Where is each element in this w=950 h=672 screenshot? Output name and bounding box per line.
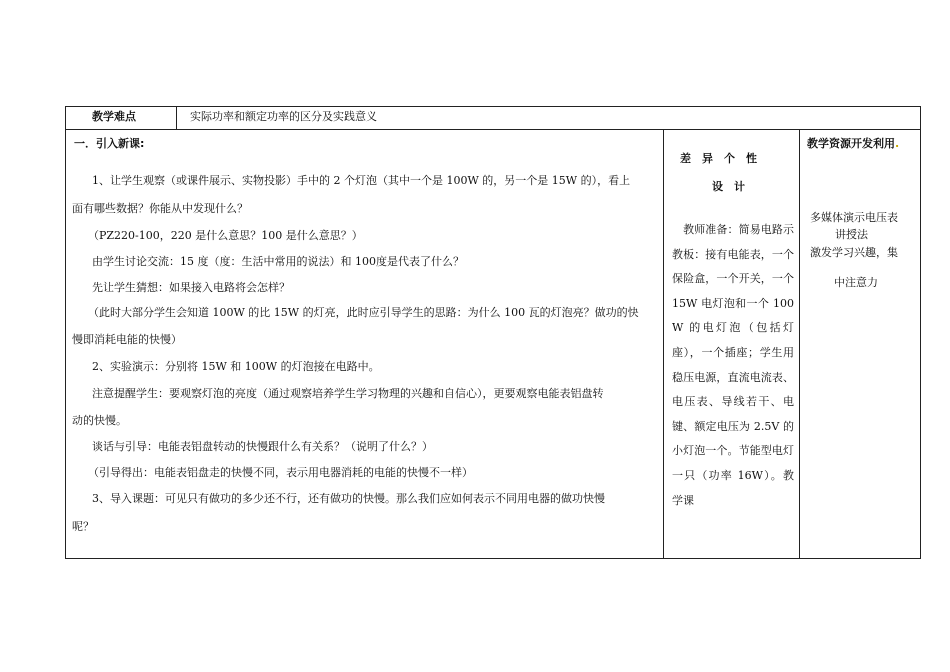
lesson-paragraph-1-line-2: 面有哪些数据？你能从中发现什么？ [72,202,248,215]
resource-line-4: 中注意力 [834,276,878,289]
difficulty-label: 教学难点 [92,110,136,123]
lesson-paragraph-3: 由学生讨论交流：15 度（度：生活中常用的说法）和 100度是代表了什么？ [92,255,464,268]
header-label-divider [176,106,177,130]
lesson-paragraph-8: 谈话与引导：电能表铝盘转动的快慢跟什么有关系？（说明了什么？） [92,440,433,453]
section-title: 一．引入新课: [74,137,145,150]
design-heading-line-2: 设 计 [712,180,745,193]
resource-line-2: 讲授法 [835,228,868,241]
design-notes: 教师准备：简易电路示教板：接有电能表，一个保险盒，一个开关，一个 15W 电灯泡和一个 100W 的电灯泡（包括灯座），一个插座；学生用稳压电源，直流电流表、电压表、导线若干、电键、额定电压为 2.5V 的小灯泡一个。节能型电灯一只（功率 16W）。教学课 [672,223,794,507]
lesson-paragraph-5-line-1: （此时大部分学生会知道 100W 的比 15W 的灯亮，此时应引导学生的思路：为什么 100 瓦的灯泡亮？做功的快 [88,306,639,319]
table-left-border [65,106,66,559]
design-column-left-border [663,129,664,559]
lesson-paragraph-1-line-1: 1、让学生观察（或课件展示、实物投影）手中的 2 个灯泡（其中一个是 100W 的，另一个是 15W 的），看上 [92,174,631,187]
lesson-paragraph-10-line-1: 3、导入课题：可见只有做功的多少还不行，还有做功的快慢。那么我们应如何表示不同用电器的做功快慢 [92,492,605,505]
lesson-paragraph-7-line-1: 注意提醒学生：要观察灯泡的亮度（通过观察培养学生学习物理的兴趣和自信心），更要观察电能表铝盘转 [92,387,604,400]
resource-line-1: 多媒体演示电压表 [810,211,898,224]
table-right-border [920,106,921,559]
table-top-border [65,106,921,107]
lesson-paragraph-7-line-2: 动的快慢。 [72,414,127,427]
difficulty-text: 实际功率和额定功率的区分及实践意义 [190,110,377,123]
lesson-paragraph-10-line-2: 呢？ [72,520,94,533]
resources-heading [807,137,899,151]
header-row-divider [65,129,921,130]
design-heading-line-1: 差 异 个 性 [680,152,757,165]
resources-heading-mark: . [895,137,900,150]
lesson-paragraph-4: 先让学生猜想：如果接入电路将会怎样？ [92,281,290,294]
lesson-paragraph-6: 2、实验演示：分别将 15W 和 100W 的灯泡接在电路中。 [92,360,380,373]
resource-line-3: 激发学习兴趣，集 [810,246,898,259]
lesson-paragraph-9: （引导得出：电能表铝盘走的快慢不同，表示用电器消耗的电能的快慢不一样） [88,466,473,479]
lesson-paragraph-5-line-2: 慢即消耗电能的快慢） [72,333,182,346]
table-bottom-border [65,558,921,559]
lesson-paragraph-2: （PZ220-100，220 是什么意思？100 是什么意思？） [88,229,363,242]
design-column-right-border [799,129,800,559]
resources-heading-text: 教学资源开发利用 [807,137,895,150]
